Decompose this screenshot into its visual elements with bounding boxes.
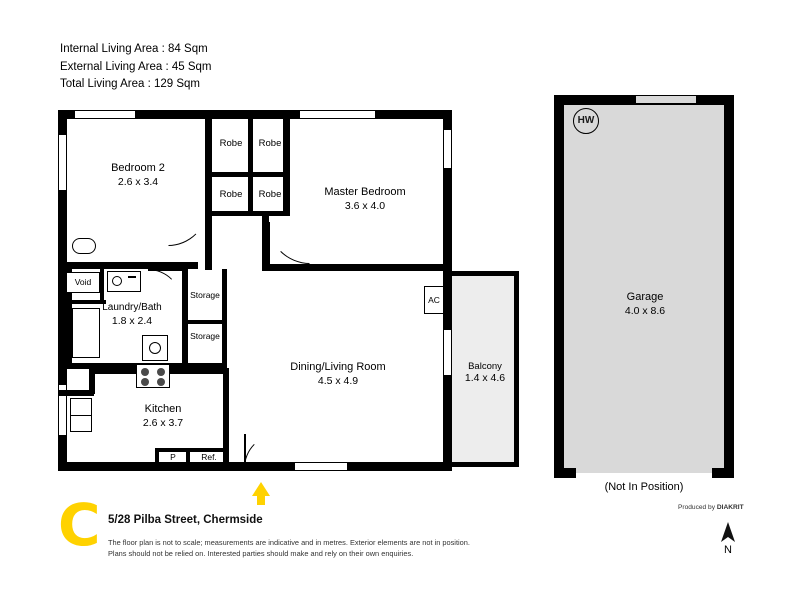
laundry-dim: 1.8 x 2.4 xyxy=(111,314,153,327)
garage-fill xyxy=(563,101,725,473)
garage-label xyxy=(595,291,695,318)
window-bottom-living xyxy=(295,463,347,470)
balcony-wall-right xyxy=(514,271,519,467)
laundry-tub-bowl-icon xyxy=(149,342,161,354)
robe-label-1: Robe xyxy=(219,138,243,149)
balcony-wall-top xyxy=(443,271,519,276)
interior-wall-master-bottom xyxy=(262,264,444,271)
tap-icon xyxy=(128,276,136,278)
balcony-name: Balcony xyxy=(468,361,502,372)
master-label xyxy=(300,186,430,213)
sink-divider-icon xyxy=(70,415,92,416)
balcony-dim: 1.4 x 4.6 xyxy=(464,371,506,384)
window-left-bed2 xyxy=(59,135,66,190)
basin-icon xyxy=(112,276,122,286)
garage-not-in-position: (Not In Position) xyxy=(604,481,684,493)
robe-divider-horizontal xyxy=(212,172,290,177)
robe-divider-vertical xyxy=(248,119,253,216)
storage-label-1: Storage xyxy=(190,290,220,300)
burner-icon-4 xyxy=(157,378,165,386)
storage-outline-left xyxy=(182,269,187,367)
garage-name: Garage xyxy=(626,291,664,303)
entry-arrow xyxy=(252,482,270,505)
dining-living-label xyxy=(268,361,408,388)
ac-label: AC xyxy=(428,295,440,305)
window-right-living xyxy=(444,330,451,375)
robe-label-4: Robe xyxy=(258,189,282,200)
door-bedroom2 xyxy=(168,206,208,246)
dining-living-name: Dining/Living Room xyxy=(290,361,386,373)
bedroom2-name: Bedroom 2 xyxy=(111,162,165,174)
kitchen-dim: 2.6 x 3.7 xyxy=(142,416,184,429)
dining-living-dim: 4.5 x 4.9 xyxy=(317,374,359,387)
window-top-left xyxy=(75,111,135,118)
garage-wall-bottom-left xyxy=(554,468,576,478)
door-leaf-bedroom2 xyxy=(206,206,208,246)
storage-divider xyxy=(187,320,222,324)
toilet-fixture xyxy=(72,238,96,254)
balcony-wall-bottom xyxy=(443,462,519,467)
void-label: Void xyxy=(74,277,92,287)
burner-icon-1 xyxy=(141,368,149,376)
door-leaf-master xyxy=(268,222,270,264)
external-living-area: External Living Area : 45 Sqm xyxy=(60,60,212,73)
laundry-name: Laundry/Bath xyxy=(102,302,162,313)
bedroom2-label xyxy=(78,162,198,189)
produced-by-text: Produced by xyxy=(678,504,717,511)
door-laundry xyxy=(148,269,182,303)
kitchen-bench-wall xyxy=(58,390,94,396)
balcony-label xyxy=(457,361,513,384)
master-name: Master Bedroom xyxy=(324,186,406,198)
void-divider xyxy=(100,269,104,304)
interior-wall-bed2-bottom xyxy=(58,262,198,269)
area-summary xyxy=(60,41,212,94)
hot-water-unit: HW xyxy=(573,108,599,134)
bedroom2-dim: 2.6 x 3.4 xyxy=(117,175,159,188)
internal-living-area: Internal Living Area : 84 Sqm xyxy=(60,43,208,55)
kitchen-wall-lower-left xyxy=(155,448,159,464)
north-arrow-icon xyxy=(718,522,738,544)
property-address: 5/28 Pilba Street, Chermside xyxy=(108,514,263,526)
robe-label-2: Robe xyxy=(258,138,282,149)
produced-by-brand: DIAKRIT xyxy=(716,504,744,511)
kitchen-label xyxy=(108,403,218,430)
interior-wall-bed2-right xyxy=(205,110,212,270)
window-top-right xyxy=(300,111,375,118)
disclaimer-line-2: Plans should not be relied on. Interested parties should make and rely on their own enquiries. xyxy=(108,549,414,558)
shower-fixture xyxy=(72,308,100,358)
burner-icon-2 xyxy=(157,368,165,376)
door-entry xyxy=(244,434,278,468)
fridge-label: Ref. xyxy=(201,452,217,462)
robe-label-3: Robe xyxy=(219,189,243,200)
pantry-divider xyxy=(186,448,190,464)
master-dim: 3.6 x 4.0 xyxy=(344,199,386,212)
north-label: N xyxy=(724,544,732,556)
entry-arrow-head xyxy=(252,482,270,496)
burner-icon-3 xyxy=(141,378,149,386)
garage-dim: 4.0 x 8.6 xyxy=(624,304,666,317)
garage-wall-right xyxy=(724,95,734,478)
window-right-master xyxy=(444,130,451,168)
storage-outline-right xyxy=(222,269,227,367)
entry-threshold xyxy=(229,462,249,471)
door-leaf-laundry xyxy=(148,269,182,271)
disclaimer-line-1: The floor plan is not to scale; measurements are indicative and in metres. Exterior elements are not in position. xyxy=(108,538,470,547)
produced-by xyxy=(678,504,744,511)
storage-label-2: Storage xyxy=(190,331,220,341)
pantry-label: P xyxy=(170,452,176,462)
garage-door-line xyxy=(636,103,696,104)
brand-logo: C xyxy=(58,491,101,559)
entry-arrow-stem xyxy=(257,496,265,505)
door-master xyxy=(268,222,310,264)
robe-bottom-wall xyxy=(212,211,290,216)
garage-wall-bottom-right xyxy=(712,468,734,478)
kitchen-name: Kitchen xyxy=(144,403,182,415)
interior-wall-master-left xyxy=(283,119,290,216)
garage-wall-left xyxy=(554,95,564,478)
total-living-area: Total Living Area : 129 Sqm xyxy=(60,78,200,90)
